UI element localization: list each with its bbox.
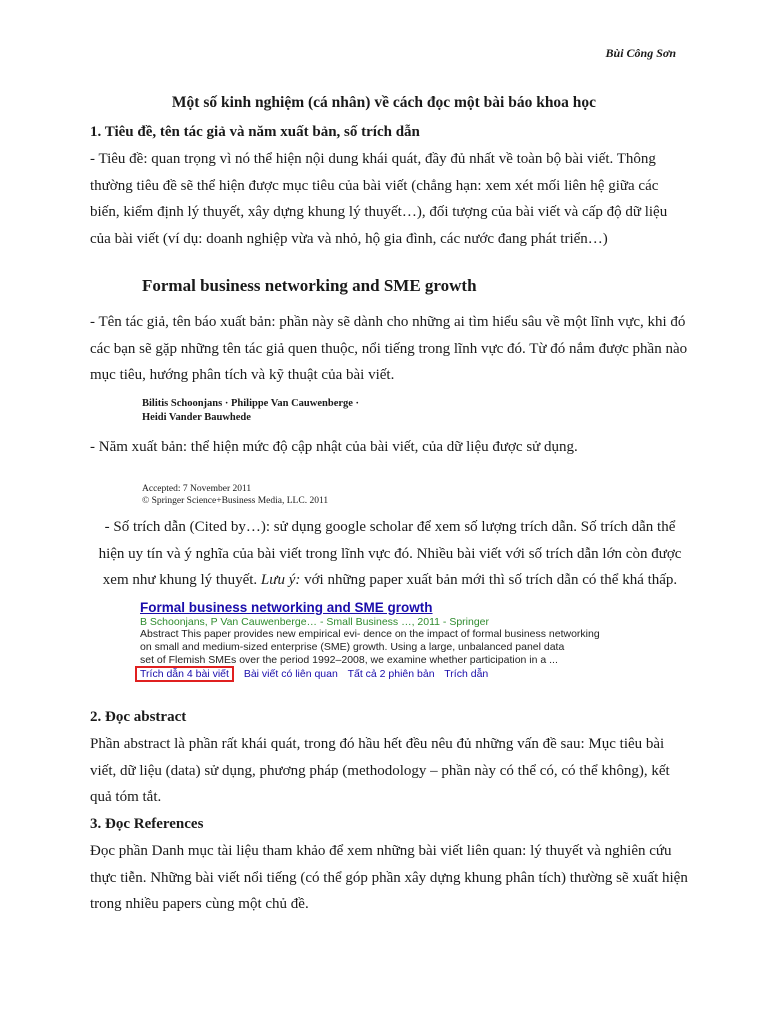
snippet-line-1: Abstract This paper provides new empirical evi- dence on the impact of formal business networking [140, 628, 600, 640]
scholar-result-snippet [140, 628, 620, 667]
related-articles-link[interactable]: Bài viết có liên quan [243, 668, 338, 680]
accepted-date: Accepted: 7 November 2011 [142, 484, 252, 494]
example-authors-line-2: Heidi Vander Bauwhede [142, 412, 251, 423]
section-3-paragraph: Đọc phần Danh mục tài liệu tham khảo để xem những bài viết liên quan: lý thuyết và nghiên cứu thực tiễn. Những bài viết nổi tiếng (có thể góp phần xây dựng khung phân tích) thường sẽ xuất hiện trong nhiều papers cùng một chủ đề. [90, 843, 688, 912]
document-title: Một số kinh nghiệm (cá nhân) về cách đọc một bài báo khoa học [171, 94, 597, 111]
section-1-paragraph-year: - Năm xuất bản: thể hiện mức độ cập nhật của bài viết, của dữ liệu được sử dụng. [90, 439, 578, 455]
copyright-line: © Springer Science+Business Media, LLC. 2011 [142, 496, 329, 506]
scholar-result-meta: B Schoonjans, P Van Cauwenberge… - Small Business …, 2011 - Springer [140, 616, 490, 628]
section-1-heading: 1. Tiêu đề, tên tác giả và năm xuất bản, số trích dẫn [90, 124, 420, 140]
section-1-paragraph-authors: - Tên tác giả, tên báo xuất bản: phần này sẽ dành cho những ai tìm hiểu sâu về một lĩnh vực, khi đó các bạn sẽ gặp những tên tác giả quen thuộc, nổi tiếng trong lĩnh vực đó. Từ đó nắm được phần nào mục tiêu, hướng phân tích và kỹ thuật của bài viết. [90, 314, 688, 383]
scholar-result-links [140, 668, 620, 680]
cite-link[interactable]: Trích dẫn [444, 668, 489, 680]
section-3-heading: 3. Đọc References [90, 816, 204, 832]
section-2-heading: 2. Đọc abstract [90, 709, 187, 725]
scholar-result-title-link[interactable]: Formal business networking and SME growth [140, 600, 433, 615]
example-paper-title: Formal business networking and SME growth [142, 276, 477, 295]
example-paper-dates [142, 483, 328, 507]
citations-note-text: với những paper xuất bản mới thì số trích dẫn có thể khá thấp. [300, 572, 678, 588]
section-1-paragraph-title: - Tiêu đề: quan trọng vì nó thể hiện nội dung khái quát, đầy đủ nhất về toàn bộ bài viết. Thông thường tiêu đề sẽ thể hiện được mục tiêu của bài viết (chẳng hạn: xem xét mối liên hệ giữa các biến, kiểm định lý thuyết, xây dựng khung lý thuyết…), đối tượng của bài viết và cấp độ dữ liệu của bài viết (ví dụ: doanh nghiệp vừa và nhỏ, hộ gia đình, các nước đang phát triển…) [90, 151, 668, 247]
document-author: Bùi Công Sơn [605, 46, 676, 60]
example-paper-authors [142, 397, 359, 425]
snippet-line-3: set of Flemish SMEs over the period 1992–2008, we examine whether participation in a ... [140, 654, 558, 666]
section-2-paragraph: Phần abstract là phần rất khái quát, trong đó hầu hết đều nêu đủ những vấn đề sau: Mục tiêu bài viết, dữ liệu (data) sử dụng, phương pháp (methodology – phần này có thể có, có thể không), kết quả tóm tắt. [90, 736, 670, 805]
cited-by-link[interactable]: Trích dẫn 4 bài viết [135, 666, 234, 682]
citations-text: - Số trích dẫn (Cited by…): sử dụng google scholar để xem số lượng trích dẫn. Số trích dẫn thể hiện uy tín và ý nghĩa của bài viết trong lĩnh vực đó. Nhiều bài viết với số trích dẫn lớn còn được xem như khung lý thuyết. [98, 519, 682, 588]
all-versions-link[interactable]: Tất cả 2 phiên bản [347, 668, 435, 680]
scholar-search-result [140, 600, 620, 680]
section-1-paragraph-citations [90, 514, 690, 594]
example-authors-line-1: Bilitis Schoonjans · Philippe Van Cauwenberge · [142, 398, 360, 409]
snippet-line-2: on small and medium-sized enterprise (SME) growth. Using a large, unbalanced panel data [140, 641, 565, 653]
citations-note-label: Lưu ý: [260, 572, 301, 588]
